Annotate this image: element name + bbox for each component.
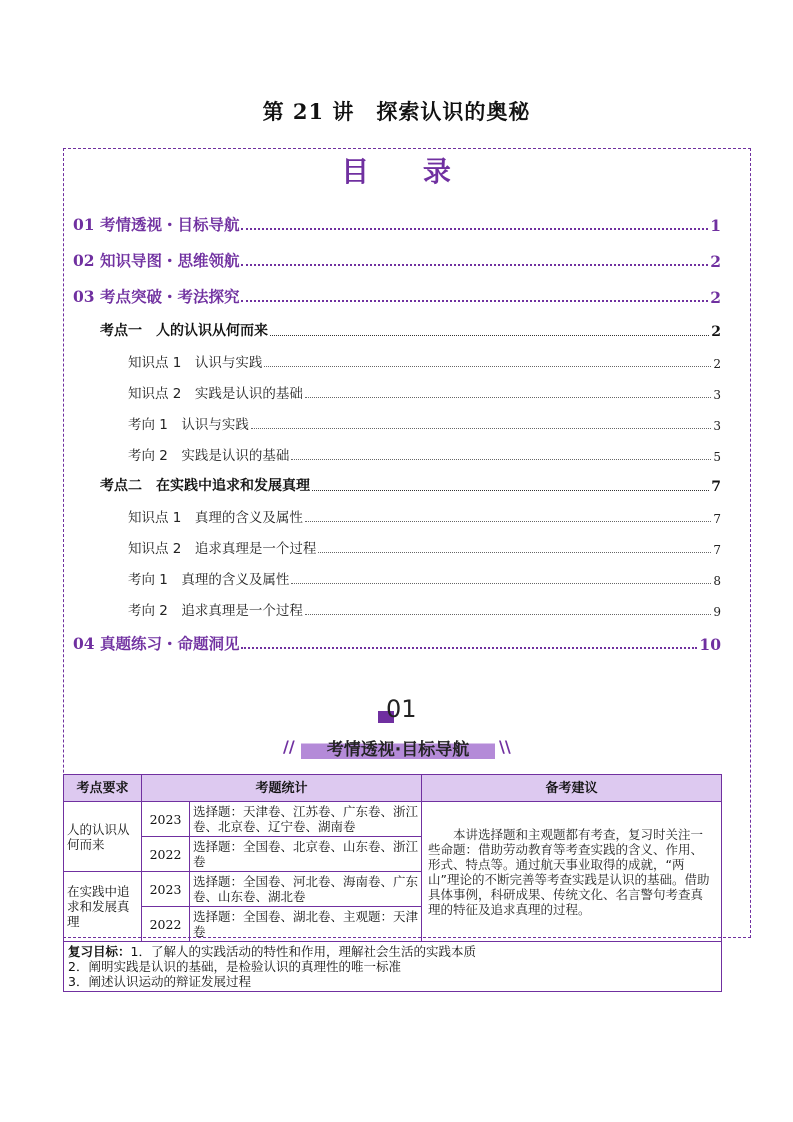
toc-entry[interactable] [128,506,721,526]
goals-row [64,942,722,992]
toc-entry-page: 8 [713,574,721,588]
stat-cell: 选择题：全国卷、河北卷、海南卷、广东卷、山东卷、湖北卷 [190,872,422,907]
toc-entry-label: 03 考点突破・考法探究 [73,287,240,306]
toc-entry[interactable] [128,382,721,402]
goal-line: 2．阐明实践是认识的基础，是检验认识的真理性的唯一标准 [68,959,401,974]
exam-analysis-table [63,774,722,992]
toc-entry[interactable] [100,320,721,340]
banner-slash-left: // [283,737,295,756]
toc-leader [241,264,708,266]
toc-entry[interactable] [128,537,721,557]
toc-entry-label: 考向 1 认识与实践 [128,417,249,433]
banner-title: 考情透视·目标导航 [326,740,470,760]
toc-heading: 目 录 [341,155,473,188]
toc-leader [291,583,711,584]
section-number [378,697,418,723]
year-cell: 2023 [142,802,190,837]
toc-entry[interactable] [128,568,721,588]
toc-entry-label: 考向 1 真理的含义及属性 [128,572,290,588]
toc-entry[interactable] [128,599,721,619]
goal-text: 1．了解人的实践活动的特性和作用，理解社会生活的实践本质 [130,944,476,959]
toc-entry-label: 知识点 2 追求真理是一个过程 [128,541,317,557]
toc-leader [251,428,711,429]
toc-entry-page: 10 [699,635,721,654]
header-requirement: 考点要求 [64,775,142,802]
toc-entry-label: 知识点 1 真理的含义及属性 [128,510,303,526]
year-cell: 2023 [142,872,190,907]
toc-leader [291,459,711,460]
table-header-row [64,775,722,802]
toc-entry-page: 9 [713,605,721,619]
toc-entry-label: 知识点 2 实践是认识的基础 [128,386,303,402]
page-title: 第 21 讲 探索认识的奥秘 [262,99,531,124]
toc-entry[interactable] [73,213,721,235]
header-statistics: 考题统计 [142,775,422,802]
toc-entry[interactable] [73,632,721,654]
toc-leader [241,228,708,230]
stat-cell: 选择题：天津卷、江苏卷、广东卷、浙江卷、北京卷、辽宁卷、湖南卷 [190,802,422,837]
goal-line [68,944,717,959]
section-banner [283,733,513,759]
toc-entry-page: 7 [713,512,721,526]
toc-entry-label: 02 知识导图・思维领航 [73,251,240,270]
topic-cell: 人的认识从何而来 [64,802,142,872]
goal-line: 3．阐述认识运动的辩证发展过程 [68,974,251,989]
goals-label: 复习目标： [68,944,131,959]
goals-cell [64,942,722,992]
toc-entry-page: 7 [713,543,721,557]
toc-leader [264,366,711,367]
toc-entry-page: 2 [710,252,721,271]
toc-leader [270,335,709,336]
toc-entry-label: 考点二 在实践中追求和发展真理 [100,478,310,494]
banner-slash-right: \\ [499,737,511,756]
stat-cell: 选择题：全国卷、湖北卷、主观题：天津卷 [190,907,422,942]
toc-entry-label: 考向 2 实践是认识的基础 [128,448,290,464]
toc-entry-label: 04 真题练习・命题洞见 [73,634,240,653]
toc-entry-page: 3 [713,419,721,433]
toc-entry-page: 2 [713,357,721,371]
toc-entry-label: 知识点 1 认识与实践 [128,355,263,371]
toc-leader [241,300,708,302]
toc-leader [305,614,711,615]
toc-leader [305,397,711,398]
toc-leader [318,552,711,553]
toc-entry-page: 2 [710,288,721,307]
suggestion-cell [422,802,722,942]
year-cell: 2022 [142,837,190,872]
toc-entry-label: 考点一 人的认识从何而来 [100,323,268,339]
toc-leader [305,521,711,522]
toc-entry[interactable] [128,413,721,433]
suggestion-text: 本讲选择题和主观题都有考查，复习时关注一些命题：借助劳动教育等考查实践的含义、作用、形式、特点等。通过航天事业取得的成就，“两山”理论的不断完善等考查实践是认识的基础。借助具体事例，科研成果、传统文化、名言警句考查真理的特征及追求真理的过程。 [428,826,710,917]
toc-entry[interactable] [128,444,721,464]
section-number-text: 01 [386,695,417,723]
toc-entry-page: 3 [713,388,721,402]
toc-entry[interactable] [128,351,721,371]
topic-cell: 在实践中追求和发展真理 [64,872,142,942]
toc-leader [312,490,709,491]
toc-entry-label: 01 考情透视・目标导航 [73,215,240,234]
toc-entry-page: 1 [710,216,721,235]
toc-entry-page: 5 [713,450,721,464]
toc-leader [241,647,697,649]
toc-entry[interactable] [73,285,721,307]
year-cell: 2022 [142,907,190,942]
stat-cell: 选择题：全国卷、北京卷、山东卷、浙江卷 [190,837,422,872]
toc-entry[interactable] [73,249,721,271]
toc-entry-label: 考向 2 追求真理是一个过程 [128,603,303,619]
toc-entry-page: 7 [711,479,721,495]
table-row [64,802,722,837]
toc-entry[interactable] [100,475,721,495]
toc-entry-page: 2 [711,324,721,340]
header-suggestion: 备考建议 [422,775,722,802]
